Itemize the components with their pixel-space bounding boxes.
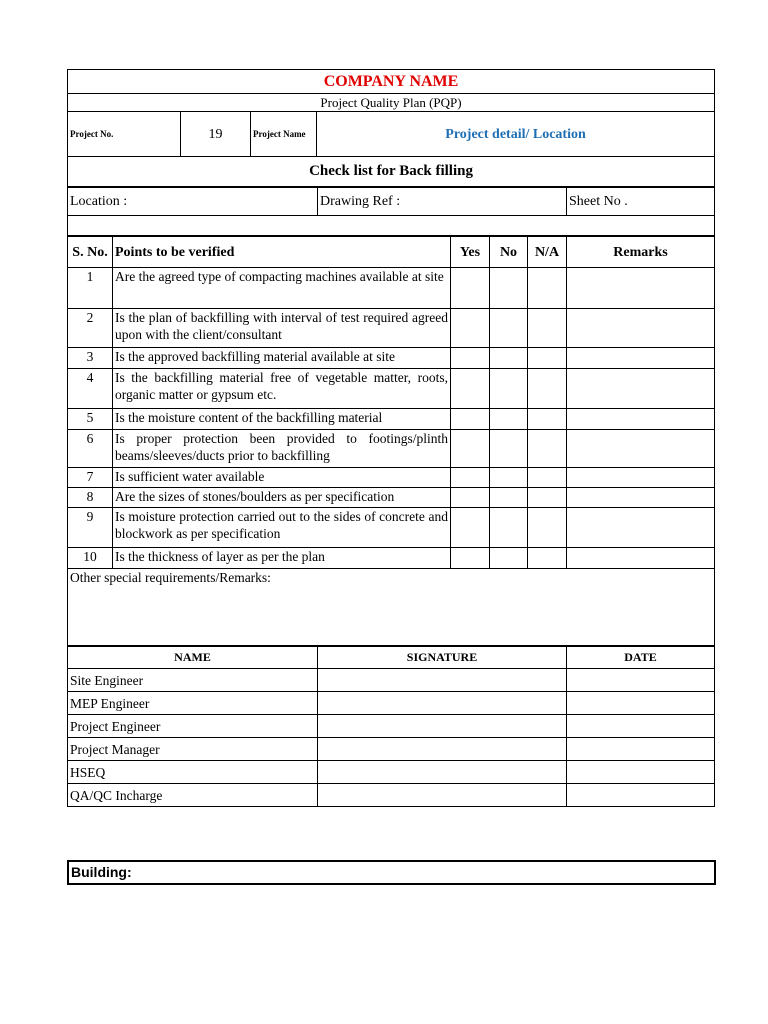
- item-no: 5: [68, 409, 113, 430]
- yes-cell[interactable]: [451, 309, 490, 348]
- plan-title: Project Quality Plan (PQP): [68, 94, 715, 112]
- project-no-label: Project No.: [68, 112, 181, 157]
- item-text: Is proper protection been provided to footings/plinth beams/sleeves/ducts prior to backfilling: [113, 430, 451, 468]
- na-cell[interactable]: [528, 348, 567, 369]
- na-cell[interactable]: [528, 468, 567, 488]
- item-text: Is the thickness of layer as per the plan: [113, 548, 451, 569]
- item-text: Is sufficient water available: [113, 468, 451, 488]
- remarks-cell[interactable]: [567, 309, 715, 348]
- yes-cell[interactable]: [451, 409, 490, 430]
- remarks-cell[interactable]: [567, 268, 715, 309]
- item-no: 7: [68, 468, 113, 488]
- na-cell[interactable]: [528, 409, 567, 430]
- signatory-name: Project Engineer: [68, 715, 318, 738]
- date-cell[interactable]: [567, 669, 715, 692]
- item-no: 6: [68, 430, 113, 468]
- date-cell[interactable]: [567, 738, 715, 761]
- remarks-cell[interactable]: [567, 430, 715, 468]
- col-yes: Yes: [451, 237, 490, 268]
- checklist-table: [67, 236, 715, 646]
- item-text: Are the sizes of stones/boulders as per specification: [113, 488, 451, 508]
- item-text: Is the plan of backfilling with interval of test required agreed upon with the client/consultant: [113, 309, 451, 348]
- na-cell[interactable]: [528, 369, 567, 409]
- location-table: [67, 187, 715, 236]
- no-cell[interactable]: [490, 430, 528, 468]
- other-remarks-label: Other special requirements/Remarks:: [70, 570, 271, 585]
- remarks-cell[interactable]: [567, 409, 715, 430]
- yes-cell[interactable]: [451, 268, 490, 309]
- na-cell[interactable]: [528, 430, 567, 468]
- item-text: Is the backfilling material free of vegetable matter, roots, organic matter or gypsum etc.: [113, 369, 451, 409]
- item-text: Is the moisture content of the backfilling material: [113, 409, 451, 430]
- no-cell[interactable]: [490, 548, 528, 569]
- signatory-name: Project Manager: [68, 738, 318, 761]
- no-cell[interactable]: [490, 309, 528, 348]
- na-cell[interactable]: [528, 508, 567, 548]
- no-cell[interactable]: [490, 488, 528, 508]
- item-no: 1: [68, 268, 113, 309]
- drawing-ref-field: Drawing Ref :: [318, 188, 567, 216]
- yes-cell[interactable]: [451, 488, 490, 508]
- building-field[interactable]: Building:: [67, 860, 716, 885]
- other-remarks-area[interactable]: [68, 569, 715, 646]
- date-cell[interactable]: [567, 692, 715, 715]
- signature-cell[interactable]: [318, 715, 567, 738]
- yes-cell[interactable]: [451, 348, 490, 369]
- company-name: COMPANY NAME: [68, 70, 715, 94]
- remarks-cell[interactable]: [567, 348, 715, 369]
- item-no: 4: [68, 369, 113, 409]
- no-cell[interactable]: [490, 468, 528, 488]
- remarks-cell[interactable]: [567, 488, 715, 508]
- date-cell[interactable]: [567, 761, 715, 784]
- remarks-cell[interactable]: [567, 369, 715, 409]
- col-points: Points to be verified: [113, 237, 451, 268]
- col-sno: S. No.: [68, 237, 113, 268]
- header-table: [67, 69, 715, 187]
- project-name-label: Project Name: [251, 112, 317, 157]
- na-cell[interactable]: [528, 309, 567, 348]
- col-signature: SIGNATURE: [318, 647, 567, 669]
- blank-row: [68, 216, 715, 236]
- signature-cell[interactable]: [318, 692, 567, 715]
- item-no: 3: [68, 348, 113, 369]
- na-cell[interactable]: [528, 268, 567, 309]
- col-remarks: Remarks: [567, 237, 715, 268]
- col-date: DATE: [567, 647, 715, 669]
- col-name: NAME: [68, 647, 318, 669]
- no-cell[interactable]: [490, 348, 528, 369]
- na-cell[interactable]: [528, 488, 567, 508]
- project-detail: Project detail/ Location: [317, 112, 715, 157]
- yes-cell[interactable]: [451, 430, 490, 468]
- item-no: 9: [68, 508, 113, 548]
- item-no: 8: [68, 488, 113, 508]
- na-cell[interactable]: [528, 548, 567, 569]
- no-cell[interactable]: [490, 409, 528, 430]
- item-no: 2: [68, 309, 113, 348]
- date-cell[interactable]: [567, 715, 715, 738]
- signature-cell[interactable]: [318, 738, 567, 761]
- item-text: Is the approved backfilling material available at site: [113, 348, 451, 369]
- remarks-cell[interactable]: [567, 548, 715, 569]
- signature-cell[interactable]: [318, 761, 567, 784]
- yes-cell[interactable]: [451, 548, 490, 569]
- project-no-value: 19: [181, 112, 251, 157]
- no-cell[interactable]: [490, 369, 528, 409]
- col-na: N/A: [528, 237, 567, 268]
- checklist-title: Check list for Back filling: [68, 157, 715, 187]
- item-text: Is moisture protection carried out to the sides of concrete and blockwork as per specification: [113, 508, 451, 548]
- item-text: Are the agreed type of compacting machines available at site: [113, 268, 451, 309]
- location-field: Location :: [68, 188, 318, 216]
- signatory-name: Site Engineer: [68, 669, 318, 692]
- signature-table: [67, 646, 715, 807]
- date-cell[interactable]: [567, 784, 715, 807]
- no-cell[interactable]: [490, 508, 528, 548]
- signatory-name: MEP Engineer: [68, 692, 318, 715]
- remarks-cell[interactable]: [567, 508, 715, 548]
- checklist-sheet: [67, 69, 714, 807]
- yes-cell[interactable]: [451, 369, 490, 409]
- sheet-no-field: Sheet No .: [567, 188, 715, 216]
- col-no: No: [490, 237, 528, 268]
- signature-cell[interactable]: [318, 784, 567, 807]
- remarks-cell[interactable]: [567, 468, 715, 488]
- item-no: 10: [68, 548, 113, 569]
- signature-cell[interactable]: [318, 669, 567, 692]
- signatory-name: QA/QC Incharge: [68, 784, 318, 807]
- signatory-name: HSEQ: [68, 761, 318, 784]
- no-cell[interactable]: [490, 268, 528, 309]
- yes-cell[interactable]: [451, 508, 490, 548]
- yes-cell[interactable]: [451, 468, 490, 488]
